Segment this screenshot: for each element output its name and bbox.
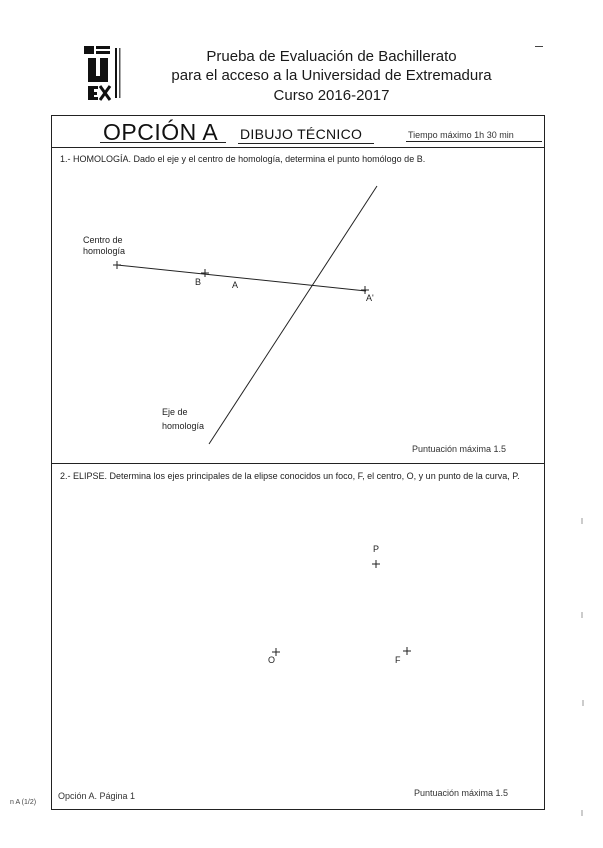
point-b-label: B (195, 277, 202, 287)
problem-1-statement: 1.- HOMOLOGÍA. Dado el eje y el centro de homología, determina el punto homólogo de B. (60, 154, 426, 164)
homology-axis-line (209, 186, 377, 444)
subject-title: DIBUJO TÉCNICO (240, 126, 363, 142)
point-p-cross (372, 560, 380, 568)
header-title: Prueba de Evaluación de Bachillerato (206, 48, 457, 65)
problem-2-score: Puntuación máxima 1.5 (414, 788, 509, 798)
problem-1-score: Puntuación máxima 1.5 (412, 444, 507, 454)
problem-2-statement: 2.- ELIPSE. Determina los ejes principales de la elipse conocidos un foco, F, el centro, O, y un punto de la curva, P. (60, 471, 520, 481)
point-p-label: P (373, 544, 380, 554)
center-to-a-prime-line (117, 265, 366, 291)
point-f-label: F (395, 655, 401, 665)
point-a-label: A (232, 280, 239, 290)
point-a-prime-label: A' (366, 293, 374, 303)
page-label: Opción A. Página 1 (58, 791, 136, 801)
header-subtitle: para el acceso a la Universidad de Extremadura (171, 67, 492, 84)
axis-label-line1: Eje de (162, 407, 188, 417)
center-point-cross (113, 261, 121, 269)
point-o-label: O (268, 655, 276, 665)
time-limit: Tiempo máximo 1h 30 min (408, 130, 514, 140)
axis-label-line2: homología (162, 421, 205, 431)
point-f-cross (403, 647, 411, 655)
point-b-cross (201, 269, 209, 277)
center-label-line2: homología (83, 246, 126, 256)
header-year: Curso 2016-2017 (273, 87, 390, 104)
margin-code: n A (1/2) (10, 799, 37, 806)
option-title: OPCIÓN A (103, 119, 219, 145)
center-label-line1: Centro de (83, 235, 123, 245)
